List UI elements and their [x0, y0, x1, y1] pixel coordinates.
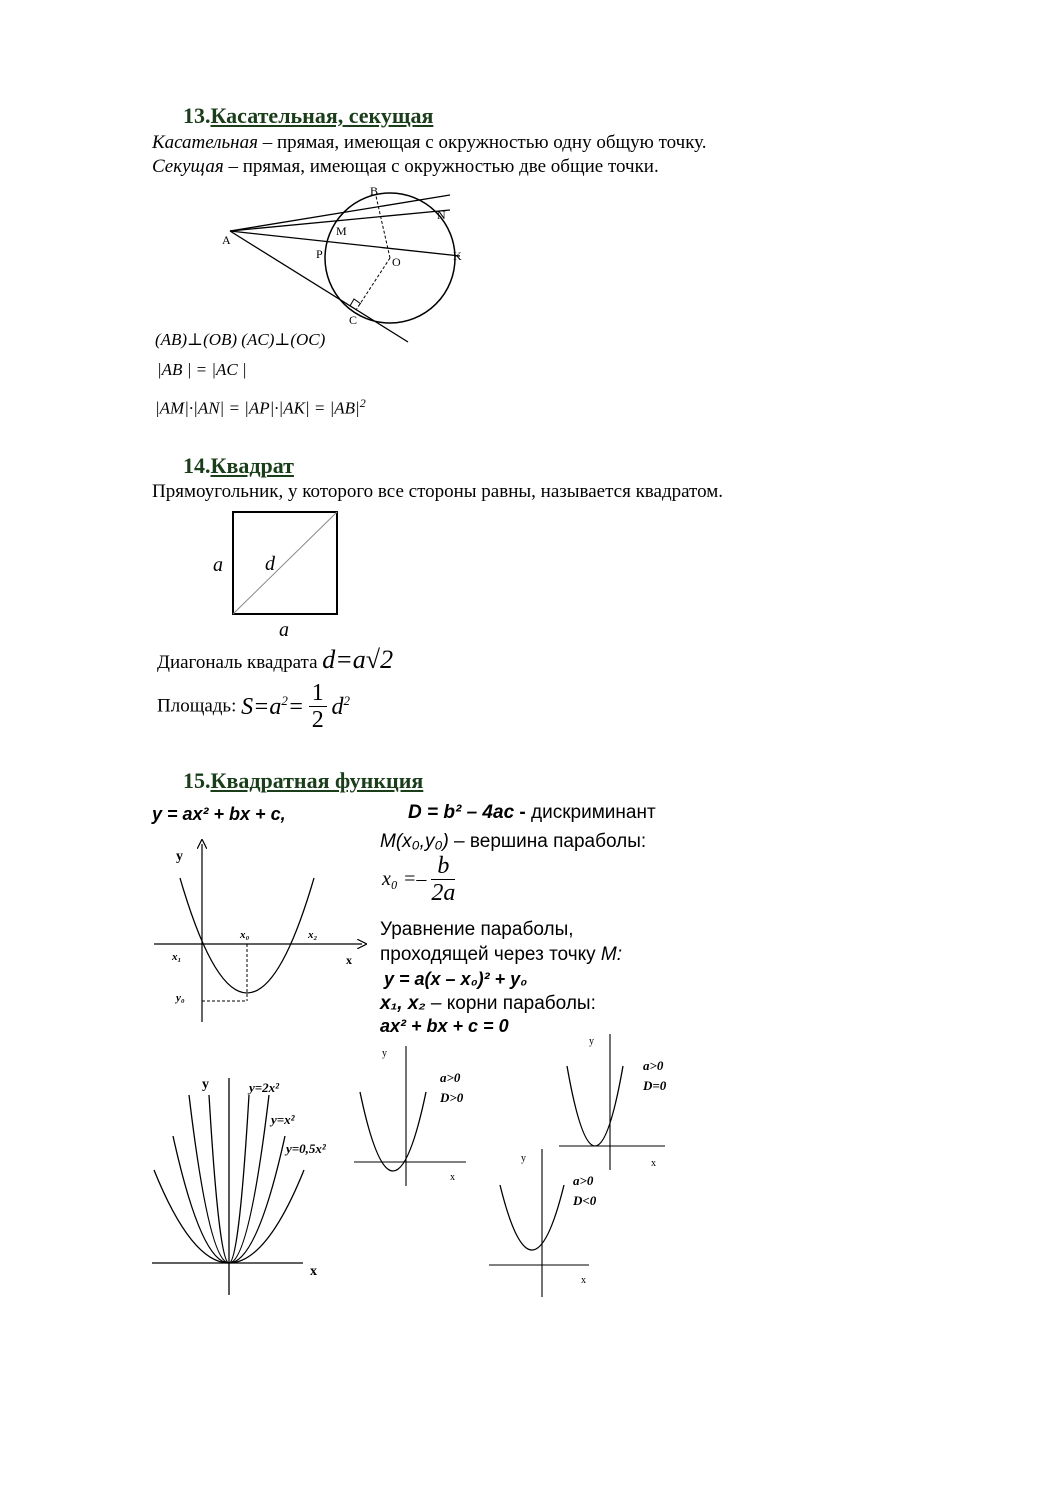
parabola-graph-main	[150, 838, 370, 1028]
g5-parabola	[500, 1185, 564, 1250]
label-n: N	[437, 208, 446, 222]
g4-x-label: x	[651, 1158, 656, 1169]
section-15-title: Квадратная функция	[210, 768, 424, 793]
section-14-heading	[183, 453, 294, 479]
parabola-family-graph	[148, 1070, 338, 1300]
tangent-definition	[152, 132, 707, 154]
g4-d-label: D=0	[643, 1078, 667, 1093]
g2-y-label: y	[202, 1077, 209, 1092]
perpendicular-formula: (AB)⊥(OB) (AC)⊥(OC)	[155, 330, 326, 349]
parabola-graph-d-positive	[350, 1040, 475, 1190]
label-b: B	[370, 184, 379, 198]
section-13-title: Касательная, секущая	[210, 103, 434, 128]
label-c: C	[349, 313, 358, 327]
diagonal-d-label: d	[265, 553, 275, 575]
vertex-form-equation: y = a(x – x₀)² + y₀	[384, 969, 528, 989]
discriminant-word: дискриминант	[531, 802, 656, 823]
section-13-heading	[183, 103, 433, 129]
radius-oc	[356, 258, 390, 310]
roots-equation: ax² + bx + c = 0	[380, 1016, 509, 1036]
label-o: O	[392, 255, 401, 269]
g1-x-label: x	[346, 953, 352, 967]
x0-fraction	[431, 853, 455, 906]
g2-x-label: x	[310, 1264, 317, 1279]
power-formula-text: |AM|·|AN| = |AP|·|AK| = |AB|	[155, 398, 360, 418]
g2-label-x2: y=x²	[271, 1112, 295, 1127]
label-m: M	[336, 224, 347, 238]
power-formula-exp: 2	[359, 396, 366, 410]
g5-a-label: a>0	[573, 1173, 594, 1188]
area-frac-num: 1	[309, 680, 327, 707]
parabola-eq-title-m: M:	[600, 944, 623, 965]
section-14-title: Квадрат	[210, 453, 294, 478]
parabola-eq-title-2	[380, 944, 622, 966]
parabola-graph-d-negative	[485, 1145, 610, 1300]
g1-x0-label: x₀	[240, 929, 250, 941]
square-diagram	[205, 505, 350, 643]
g5-d-label: D<0	[573, 1193, 597, 1208]
secant-term: Секущая	[152, 156, 224, 177]
g1-y0-label: y₀	[176, 992, 185, 1004]
roots-text: – корни параболы:	[425, 993, 596, 1014]
g3-y-label: y	[382, 1048, 387, 1059]
quadratic-equation: y = ax² + bx + c,	[152, 804, 286, 824]
diagonal-line	[157, 645, 393, 675]
power-of-point-formula	[155, 396, 366, 419]
section-14-number: 14.	[183, 453, 211, 478]
area-exp: 2	[281, 692, 288, 708]
area-line	[157, 680, 350, 733]
diagonal-formula: d=a√2	[322, 645, 394, 674]
g2-label-2x2: y=2x²	[249, 1080, 280, 1095]
g3-x-label: x	[450, 1172, 455, 1183]
section-15-number: 15.	[183, 768, 211, 793]
area-formula	[241, 694, 304, 720]
g4-a-label: a>0	[643, 1058, 664, 1073]
x0-denominator: 2a	[431, 880, 456, 906]
g1-x2-label: x₂	[308, 929, 318, 941]
square-definition: Прямоугольник, у которого все стороны равны, называется квадратом.	[152, 481, 724, 502]
secant-text: – прямая, имеющая с окружностью две общие точки.	[223, 156, 659, 177]
parabola-eq-title-1: Уравнение параболы,	[380, 919, 574, 940]
g3-a-label: a>0	[440, 1070, 461, 1085]
side-a-label: a	[213, 554, 223, 576]
area-d	[332, 694, 351, 720]
x0-formula	[382, 853, 455, 906]
area-eq: =	[287, 693, 305, 720]
discriminant-dash: -	[514, 802, 532, 823]
tangent-term: Касательная	[152, 132, 258, 153]
section-13-number: 13.	[183, 103, 211, 128]
g5-y-label: y	[521, 1153, 526, 1164]
discriminant-line	[408, 802, 656, 824]
discriminant-formula: D = b² – 4ac	[408, 802, 515, 823]
label-p: P	[316, 247, 323, 261]
g3-parabola	[360, 1092, 426, 1171]
g1-y-label: y	[176, 849, 183, 864]
area-s-a: S=a	[241, 693, 282, 720]
area-d-letter: d	[331, 693, 344, 720]
area-d-exp: 2	[343, 692, 351, 708]
g5-x-label: x	[581, 1275, 586, 1286]
x0-numerator: b	[431, 853, 455, 880]
tangent-secant-diagram	[215, 183, 475, 345]
roots-line	[380, 993, 596, 1015]
g4-parabola	[567, 1066, 623, 1146]
vertex-term: M(x₀,y₀)	[380, 831, 449, 852]
section-15-heading	[183, 768, 423, 794]
area-frac-den: 2	[311, 707, 324, 733]
g3-d-label: D>0	[440, 1090, 464, 1105]
secant-definition	[152, 156, 659, 178]
x0-left: x₀ =–	[382, 868, 427, 890]
square-diagonal	[233, 512, 337, 614]
label-a: A	[222, 233, 231, 247]
vertex-line	[380, 831, 646, 853]
equal-tangents-formula: |AB | = |AC |	[157, 360, 247, 379]
g4-y-label: y	[589, 1036, 594, 1047]
tangent-text: – прямая, имеющая с окружностью одну общую точку.	[257, 132, 707, 153]
area-label: Площадь:	[157, 695, 237, 717]
g1-x1-label: x₁	[172, 951, 182, 963]
roots-term: x₁, x₂	[380, 993, 426, 1014]
bottom-a-label: a	[279, 619, 289, 641]
g2-label-05x2: y=0,5x²	[286, 1141, 326, 1156]
label-k: K	[453, 249, 462, 263]
diagonal-label: Диагональ квадрата	[157, 652, 318, 673]
vertex-text: – вершина параболы:	[448, 831, 647, 852]
parabola-eq-title-text: проходящей через точку	[380, 944, 601, 965]
area-fraction	[309, 680, 327, 733]
